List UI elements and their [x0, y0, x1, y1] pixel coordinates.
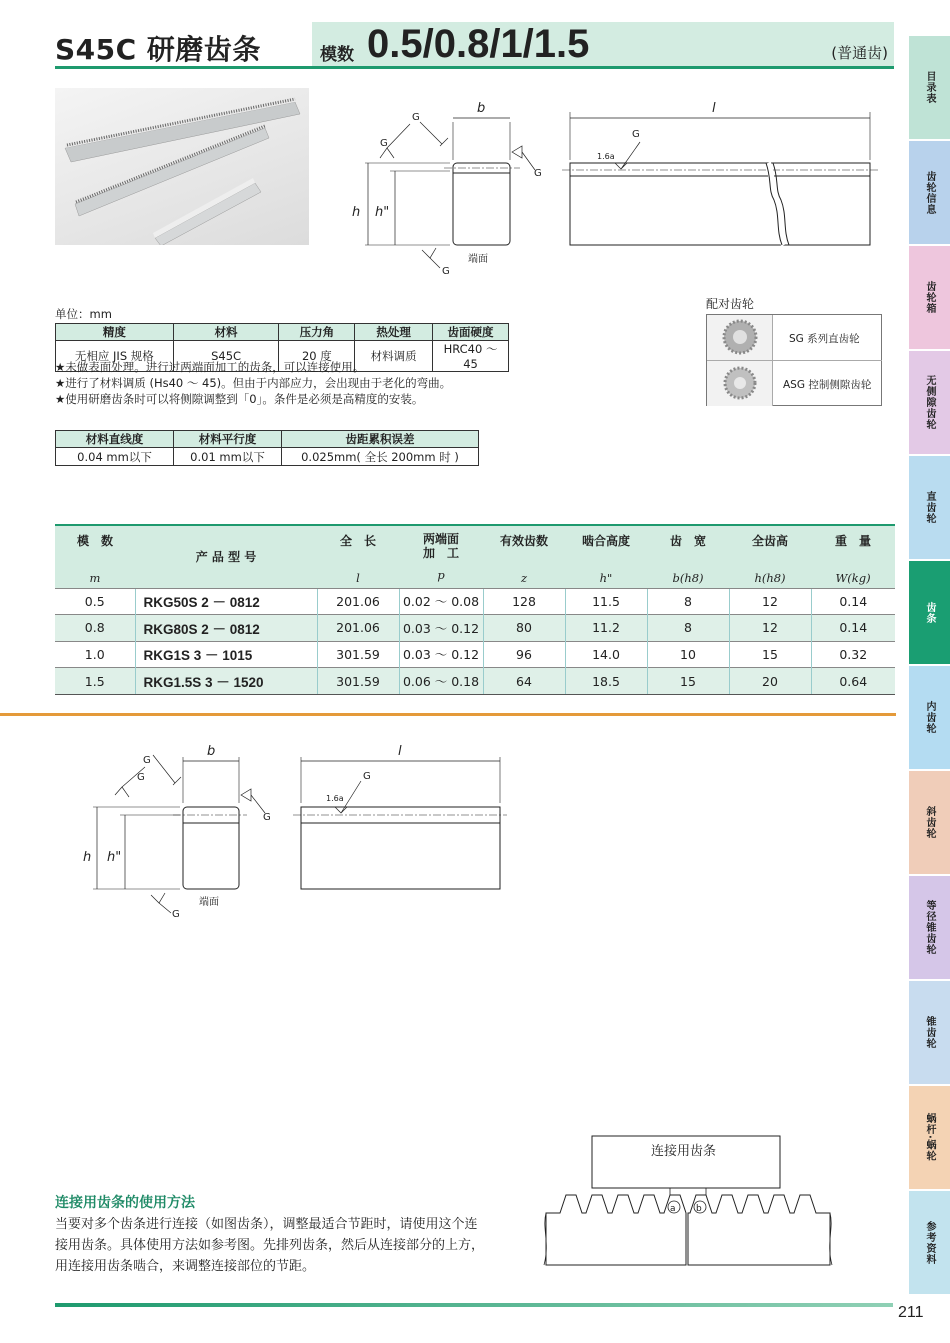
spec-cell: 无相应 JIS 规格 [56, 341, 174, 372]
spec-cell: HRC40 ～ 45 [433, 341, 509, 372]
side-tab-label: 齿轮信息 [924, 170, 935, 215]
rack-drawing-bottom [75, 735, 525, 925]
side-tab-label: 无侧隙齿轮 [924, 375, 935, 430]
product-table [55, 526, 895, 694]
section-separator [0, 713, 896, 716]
side-tab[interactable] [909, 876, 950, 979]
svg-text:G: G [380, 138, 388, 149]
rack-drawing-top [340, 90, 885, 280]
gear-photo [707, 315, 773, 360]
gear-photo [707, 361, 773, 406]
table-bottom-rule [55, 694, 895, 695]
col-header: 两端面 加 工 p [399, 526, 483, 588]
svg-text:G: G [143, 755, 151, 766]
col-header: 模 数 m [55, 526, 135, 588]
side-tab[interactable] [909, 141, 950, 244]
module-label: 模数 [320, 45, 354, 65]
note-line: ★进行了材料调质 (Hs40 ～ 45)。但由于内部应力，会出现由于老化的弯曲。 [55, 376, 452, 390]
tooth-type-tag: (普通齿) [831, 44, 888, 62]
svg-text:1.6a: 1.6a [326, 794, 344, 803]
table-header-row [55, 526, 895, 588]
tolerance-header: 齿距累积误差 [282, 431, 479, 448]
product-photo [55, 88, 309, 245]
side-tab[interactable] [909, 1191, 950, 1294]
svg-text:1.6a: 1.6a [597, 152, 615, 161]
side-tab-label: 锥齿轮 [924, 1016, 935, 1049]
col-header: 全齿高 h(h8) [729, 526, 811, 588]
title-rule [312, 66, 894, 69]
page-number: 211 [898, 1304, 924, 1321]
svg-text:G: G [534, 168, 542, 179]
side-tab-label: 直齿轮 [924, 491, 935, 524]
col-header: 有效齿数 z [483, 526, 565, 588]
side-tab-label: 蜗杆·蜗轮 [924, 1113, 935, 1162]
side-tab[interactable] [909, 36, 950, 139]
spec-header-row [56, 324, 509, 341]
mating-title: 配对齿轮 [706, 297, 755, 311]
spec-header: 压力角 [279, 324, 355, 341]
table-row: 0.5 RKG50S 2 － 0812 201.06 0.02 ～ 0.08 128 11.5 8 12 0.14 [55, 588, 895, 615]
spec-cell: S45C [173, 341, 279, 372]
mark-b: b [696, 1204, 702, 1214]
connection-diagram [540, 1133, 835, 1278]
svg-text:G: G [172, 909, 180, 920]
spec-cell: 20 度 [279, 341, 355, 372]
svg-text:G: G [263, 812, 271, 823]
side-tab[interactable] [909, 771, 950, 874]
mark-a: a [670, 1204, 676, 1214]
svg-text:h": h" [107, 850, 122, 865]
svg-text:G: G [137, 772, 145, 783]
table-row: 1.0 RKG1S 3 － 1015 301.59 0.03 ～ 0.12 96 14.0 10 15 0.32 [55, 641, 895, 668]
side-tab-label: 内齿轮 [924, 701, 935, 734]
svg-text:l: l [398, 744, 402, 759]
col-header: 齿 宽 b(h8) [647, 526, 729, 588]
notes [55, 359, 451, 407]
tolerance-header: 材料平行度 [174, 431, 282, 448]
unit-label: 单位：mm [55, 307, 112, 321]
side-tab[interactable] [909, 561, 950, 664]
col-header: 啮合高度 h" [565, 526, 647, 588]
svg-text:b: b [477, 101, 486, 116]
spec-header: 齿面硬度 [433, 324, 509, 341]
side-tab-label: 目录表 [924, 71, 935, 104]
col-header: 重 量 W(kg) [811, 526, 895, 588]
svg-text:h": h" [375, 205, 390, 220]
side-tab[interactable] [909, 351, 950, 454]
tolerance-cell: 0.01 mm以下 [174, 448, 282, 466]
title-rule [55, 66, 312, 69]
side-tab-label: 等径锥齿轮 [924, 900, 935, 955]
spec-header: 热处理 [355, 324, 433, 341]
mating-box [706, 314, 882, 406]
side-tab-label: 斜齿轮 [924, 806, 935, 839]
side-tab-label: 齿轮箱 [924, 281, 935, 314]
rack-photo-3 [153, 178, 261, 245]
svg-text:端面: 端面 [199, 897, 219, 908]
tolerance-cell: 0.025mm( 全长 200mm 时 ) [282, 448, 479, 466]
table-row: 1.5 RKG1.5S 3 － 1520 301.59 0.06 ～ 0.18 64 18.5 15 20 0.64 [55, 668, 895, 695]
svg-text:G: G [363, 771, 371, 782]
connection-label: 连接用齿条 [651, 1144, 717, 1159]
spec-header: 精度 [56, 324, 174, 341]
svg-text:G: G [632, 129, 640, 140]
svg-text:端面: 端面 [468, 254, 488, 265]
mating-item [707, 315, 882, 361]
svg-text:G: G [442, 266, 450, 277]
col-header: 全 长 l [317, 526, 399, 588]
usage-text: 当要对多个齿条进行连接（如图齿条），调整最适合节距时，请使用这个连接用齿条。具体使用方法如参考图。先排列齿条，然后从连接部分的上方，用连接用齿条啮合，来调整连接部位的节距。 [55, 1217, 485, 1274]
mating-item-label: SG 系列直齿轮 [789, 333, 860, 345]
side-tab-label: 齿条 [924, 601, 935, 624]
usage-title: 连接用齿条的使用方法 [55, 1195, 195, 1211]
tolerance-cell: 0.04 mm以下 [56, 448, 174, 466]
mating-item [707, 361, 882, 406]
side-tab[interactable] [909, 1086, 950, 1189]
spec-header: 材料 [173, 324, 279, 341]
module-values: 0.5/0.8/1/1.5 [367, 22, 590, 66]
spec-cell: 材料调质 [355, 341, 433, 372]
side-tab[interactable] [909, 666, 950, 769]
side-tab[interactable] [909, 981, 950, 1084]
note-line: ★使用研磨齿条时可以将侧隙调整到「0」。条件是必须是高精度的安装。 [55, 392, 424, 406]
footer-rule [55, 1303, 893, 1307]
mating-item-label: ASG 控制侧隙齿轮 [783, 379, 872, 391]
svg-text:b: b [207, 744, 216, 759]
svg-text:h: h [352, 205, 361, 220]
table-row: 0.8 RKG80S 2 － 0812 201.06 0.03 ～ 0.12 80 11.2 8 12 0.14 [55, 615, 895, 642]
svg-text:G: G [412, 112, 420, 123]
tolerance-table [55, 430, 479, 466]
title-band [312, 22, 894, 68]
svg-text:l: l [712, 101, 716, 116]
side-tab-label: 参考资料 [924, 1220, 935, 1265]
page-title: S45C 研磨齿条 [55, 33, 261, 66]
note-line: ★未做表面处理。进行过两端面加工的齿条，可以连接使用。 [55, 360, 365, 374]
tolerance-header: 材料直线度 [56, 431, 174, 448]
side-tab[interactable] [909, 456, 950, 559]
svg-text:h: h [83, 850, 92, 865]
col-header: 产 品 型 号 [135, 526, 317, 588]
side-tab[interactable] [909, 246, 950, 349]
